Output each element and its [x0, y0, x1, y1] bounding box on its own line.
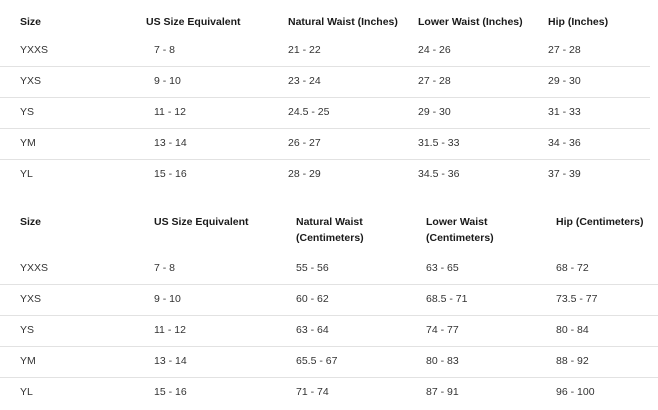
cell-size: YM	[0, 129, 146, 160]
cell-lower-waist: 31.5 - 33	[418, 129, 548, 160]
header-hip: Hip (Centimeters)	[556, 216, 644, 228]
cell-lower-waist: 27 - 28	[418, 67, 548, 98]
table-row	[0, 160, 650, 191]
cell-natural-waist: 23 - 24	[288, 67, 418, 98]
header-natural-waist: Natural Waist (Inches)	[288, 16, 398, 28]
table-row	[0, 378, 658, 409]
cell-hip: 29 - 30	[548, 67, 650, 98]
cell-natural-waist: 60 - 62	[296, 285, 426, 316]
header-us-size: US Size Equivalent	[154, 216, 249, 228]
table-header-row	[0, 14, 650, 36]
header-size: Size	[20, 216, 42, 228]
header-lower-waist-line2: (Centimeters)	[426, 232, 494, 244]
cell-size: YL	[0, 160, 146, 191]
cell-size: YS	[0, 316, 146, 347]
cell-lower-waist: 63 - 65	[426, 262, 459, 274]
cell-us-size: 15 - 16	[146, 378, 296, 409]
header-natural-waist-line2: (Centimeters)	[296, 232, 364, 244]
header-lower-waist-line1: Lower Waist	[426, 216, 488, 228]
cell-us-size: 9 - 10	[146, 67, 288, 98]
cell-size: YXXS	[20, 44, 49, 56]
cell-lower-waist: 68.5 - 71	[426, 285, 556, 316]
cell-hip: 34 - 36	[548, 129, 650, 160]
cell-us-size: 11 - 12	[146, 98, 288, 129]
header-lower-waist	[426, 214, 556, 254]
size-chart-centimeters-table	[0, 214, 658, 408]
cell-size: YL	[0, 378, 146, 409]
header-lower-waist: Lower Waist (Inches)	[418, 16, 523, 28]
cell-hip: 27 - 28	[548, 44, 581, 56]
cell-hip: 73.5 - 77	[556, 285, 658, 316]
cell-hip: 80 - 84	[556, 316, 658, 347]
cell-lower-waist: 24 - 26	[418, 44, 451, 56]
cell-lower-waist: 29 - 30	[418, 98, 548, 129]
cell-us-size: 15 - 16	[146, 160, 288, 191]
cell-natural-waist: 28 - 29	[288, 160, 418, 191]
cell-size: YXS	[0, 285, 146, 316]
table-row	[0, 254, 658, 285]
header-natural-waist	[296, 214, 426, 254]
cell-hip: 31 - 33	[548, 98, 650, 129]
cell-hip: 68 - 72	[556, 262, 589, 274]
cell-natural-waist: 71 - 74	[296, 378, 426, 409]
table-row	[0, 316, 658, 347]
header-size: Size	[20, 16, 42, 28]
cell-lower-waist: 34.5 - 36	[418, 160, 548, 191]
table-row	[0, 129, 650, 160]
cell-us-size: 11 - 12	[146, 316, 296, 347]
header-us-size: US Size Equivalent	[146, 16, 241, 28]
cell-hip: 96 - 100	[556, 378, 658, 409]
table-row	[0, 347, 658, 378]
cell-natural-waist: 21 - 22	[288, 44, 321, 56]
cell-size: YXS	[0, 67, 146, 98]
cell-hip: 37 - 39	[548, 160, 650, 191]
table-row	[0, 98, 650, 129]
cell-us-size: 7 - 8	[154, 44, 176, 56]
cell-us-size: 13 - 14	[146, 129, 288, 160]
header-natural-waist-line1: Natural Waist	[296, 216, 363, 228]
cell-size: YM	[0, 347, 146, 378]
table-header-row	[0, 214, 658, 254]
cell-natural-waist: 65.5 - 67	[296, 347, 426, 378]
cell-lower-waist: 80 - 83	[426, 347, 556, 378]
cell-size: YS	[0, 98, 146, 129]
table-row	[0, 285, 658, 316]
cell-lower-waist: 87 - 91	[426, 378, 556, 409]
cell-lower-waist: 74 - 77	[426, 316, 556, 347]
table-row	[0, 67, 650, 98]
cell-hip: 88 - 92	[556, 347, 658, 378]
cell-natural-waist: 63 - 64	[296, 316, 426, 347]
cell-natural-waist: 55 - 56	[296, 262, 329, 274]
cell-natural-waist: 26 - 27	[288, 129, 418, 160]
table-row	[0, 36, 650, 67]
header-hip: Hip (Inches)	[548, 16, 609, 28]
cell-natural-waist: 24.5 - 25	[288, 98, 418, 129]
cell-us-size: 9 - 10	[146, 285, 296, 316]
cell-us-size: 13 - 14	[146, 347, 296, 378]
cell-size: YXXS	[20, 262, 49, 274]
size-chart-inches-table	[0, 14, 650, 190]
cell-us-size: 7 - 8	[154, 262, 176, 274]
